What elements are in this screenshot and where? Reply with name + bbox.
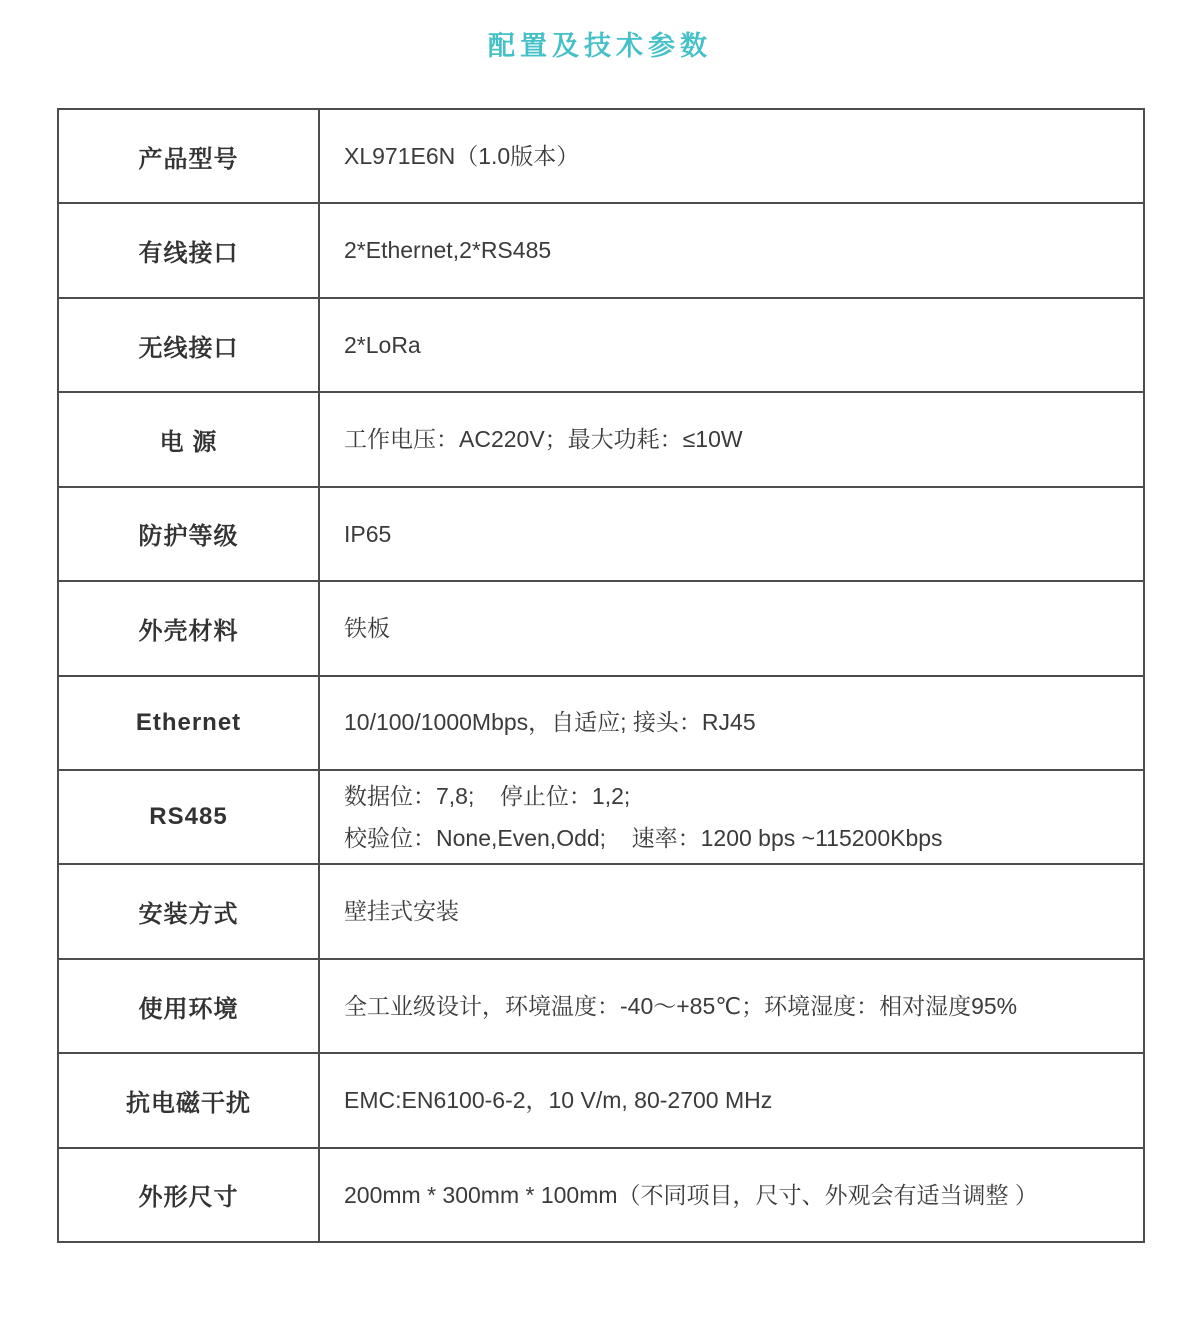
row-label: RS485	[59, 771, 320, 863]
table-row-rs485	[59, 771, 1143, 865]
table-row-environment	[59, 960, 1143, 1054]
row-value	[320, 960, 1143, 1052]
value-line: 10/100/1000Mbps，自适应; 接头：RJ45	[344, 709, 756, 736]
row-value	[320, 299, 1143, 391]
table-row-protection-rating	[59, 488, 1143, 582]
spec-table	[57, 108, 1145, 1243]
row-value	[320, 865, 1143, 957]
row-label: 有线接口	[59, 204, 320, 296]
table-row-ethernet	[59, 677, 1143, 771]
value-line: 2*Ethernet,2*RS485	[344, 237, 552, 264]
row-value	[320, 488, 1143, 580]
value-line: XL971E6N（1.0版本）	[344, 142, 580, 169]
value-line: 200mm * 300mm * 100mm（不同项目，尺寸、外观会有适当调整 ）	[344, 1181, 1038, 1208]
row-value	[320, 204, 1143, 296]
value-line: 数据位：7,8; 停止位：1,2;	[344, 782, 631, 809]
page-title: 配置及技术参数	[488, 31, 712, 61]
value-line: 铁板	[344, 615, 390, 642]
row-label: 外形尺寸	[59, 1149, 320, 1241]
value-line: IP65	[344, 520, 392, 547]
row-value	[320, 677, 1143, 769]
table-row-wireless-interface	[59, 299, 1143, 393]
value-line: 全工业级设计，环境温度：-40～+85℃；环境湿度：相对湿度95%	[344, 992, 1018, 1019]
value-line: 校验位：None,Even,Odd; 速率：1200 bps ~115200Kbps	[344, 825, 943, 852]
row-value	[320, 1054, 1143, 1146]
row-label: 防护等级	[59, 488, 320, 580]
row-value	[320, 582, 1143, 674]
table-row-dimensions	[59, 1149, 1143, 1241]
row-value	[320, 1149, 1143, 1241]
table-row-installation	[59, 865, 1143, 959]
row-label: 无线接口	[59, 299, 320, 391]
row-label: 抗电磁干扰	[59, 1054, 320, 1146]
value-line: 壁挂式安装	[344, 898, 459, 925]
table-row-wired-interface	[59, 204, 1143, 298]
row-label: 外壳材料	[59, 582, 320, 674]
value-line: 2*LoRa	[344, 331, 421, 358]
table-row-product-model	[59, 110, 1143, 204]
row-label: 安装方式	[59, 865, 320, 957]
row-value	[320, 771, 1143, 863]
table-row-shell-material	[59, 582, 1143, 676]
table-row-emc	[59, 1054, 1143, 1148]
row-value	[320, 110, 1143, 202]
row-label: 产品型号	[59, 110, 320, 202]
row-label: Ethernet	[59, 677, 320, 769]
value-line: EMC:EN6100-6-2，10 V/m, 80-2700 MHz	[344, 1087, 773, 1114]
value-line: 工作电压：AC220V；最大功耗：≤10W	[344, 426, 743, 453]
table-row-power	[59, 393, 1143, 487]
row-value	[320, 393, 1143, 485]
row-label: 使用环境	[59, 960, 320, 1052]
row-label: 电 源	[59, 393, 320, 485]
